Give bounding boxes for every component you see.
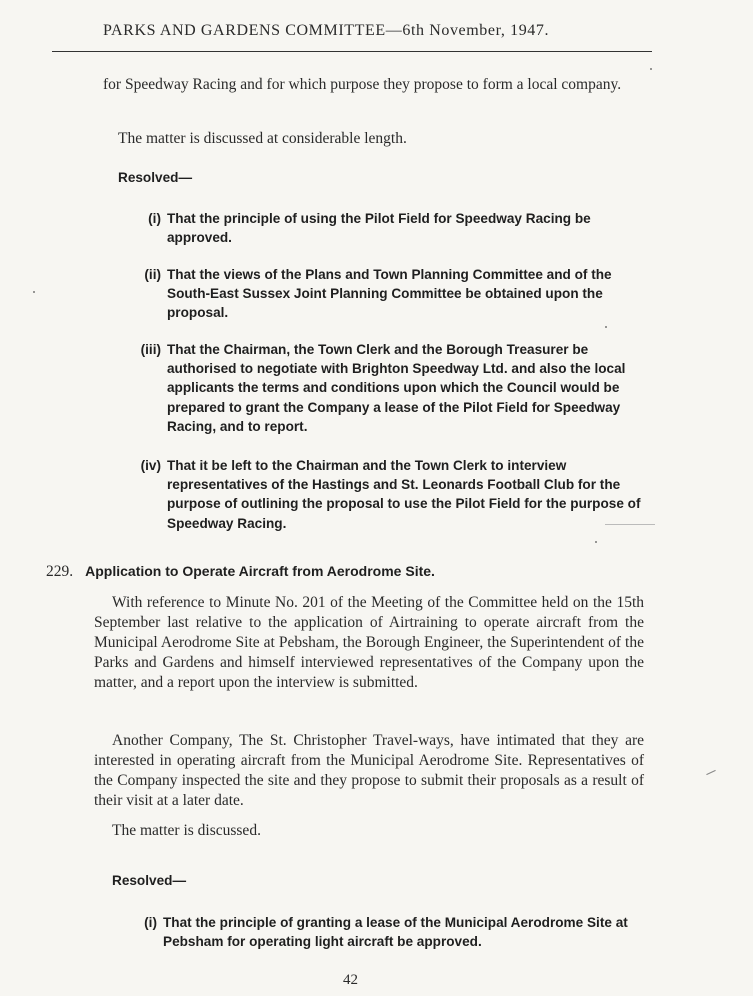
scan-mark — [605, 524, 655, 525]
item-continuation: authorised to negotiate with Brighton Speedway Ltd. and also the local applicants the terms and conditions upon which the Council would be prepared to grant the Company a lease of the Pilot Field for Speedway Racing, and to report. — [167, 361, 626, 434]
resolution-item-aerodrome — [125, 913, 652, 951]
item-text — [167, 209, 652, 247]
item-number: (iv) — [140, 458, 161, 473]
item-continuation: Site at Pebsham for operating light aircraft be approved. — [163, 915, 628, 950]
minute-heading — [46, 562, 666, 582]
minute-paragraph-2: Another Company, The St. Christopher Travel-ways, have intimated that they are interested in operating aircraft from the Municipal Aerodrome Site. Representatives of the Company inspected the site and they propose to submit their proposals as a result of their visit at a later date. — [94, 732, 644, 809]
page-number: 42 — [343, 972, 358, 988]
resolved-label: Resolved— — [118, 170, 193, 185]
resolution-item-iv — [125, 456, 652, 533]
item-first-line: That the views of the Plans and Town Planning Committee and of — [167, 267, 588, 282]
scan-mark — [706, 770, 715, 775]
item-number: (iii) — [140, 342, 161, 357]
continuation-paragraph: for Speedway Racing and for which purpose they propose to form a local company. — [103, 76, 622, 93]
item-text — [167, 340, 652, 436]
item-first-line: That the principle of using the Pilot Field for Speedway Racing be — [167, 211, 591, 226]
item-continuation: the South-East Sussex Joint Planning Committee be obtained upon the proposal. — [167, 267, 612, 321]
item-continuation: approved. — [167, 230, 232, 246]
item-first-line: That it be left to the Chairman and the Town Clerk to interview — [167, 458, 567, 473]
resolution-item-iii — [125, 340, 652, 436]
item-text — [167, 265, 652, 323]
item-continuation: representatives of the Hastings and St. Leonards Football Club for the purpose of outlining the proposal to use the Pilot Field for the purpose of Speedway Racing. — [167, 477, 641, 531]
resolved-label-2: Resolved— — [112, 873, 187, 888]
discussion-note: The matter is discussed at considerable length. — [118, 130, 407, 147]
item-first-line: That the Chairman, the Town Clerk and the Borough Treasurer be — [167, 342, 589, 357]
discussion-note-2: The matter is discussed. — [112, 822, 261, 839]
scan-speck — [33, 291, 35, 293]
item-first-line: That the principle of granting a lease of the Municipal Aerodrome — [163, 915, 584, 930]
scan-speck — [595, 541, 597, 543]
item-text — [163, 913, 652, 951]
minute-paragraph-1: With reference to Minute No. 201 of the Meeting of the Committee held on the 15th September last relative to the application of Airtraining to operate aircraft from the Municipal Aerodrome Site at Pebsham, the Borough Engineer, the Superintendent of the Parks and Gardens and himself interviewed representatives of the Company upon the matter, and a report upon the interview is submitted. — [94, 594, 644, 691]
minute-title: Application to Operate Aircraft from Aerodrome Site. — [85, 563, 435, 579]
resolution-item-i — [125, 209, 652, 247]
item-number: (i) — [144, 915, 157, 930]
scan-speck — [650, 68, 652, 70]
minute-number: 229. — [46, 563, 74, 580]
header-rule — [52, 51, 652, 52]
resolution-item-ii — [125, 265, 652, 323]
item-number: (ii) — [144, 267, 161, 282]
page-header: PARKS AND GARDENS COMMITTEE—6th November, 1947. — [103, 22, 550, 39]
item-number: (i) — [148, 211, 161, 226]
scan-speck — [605, 326, 607, 328]
item-text — [167, 456, 652, 533]
